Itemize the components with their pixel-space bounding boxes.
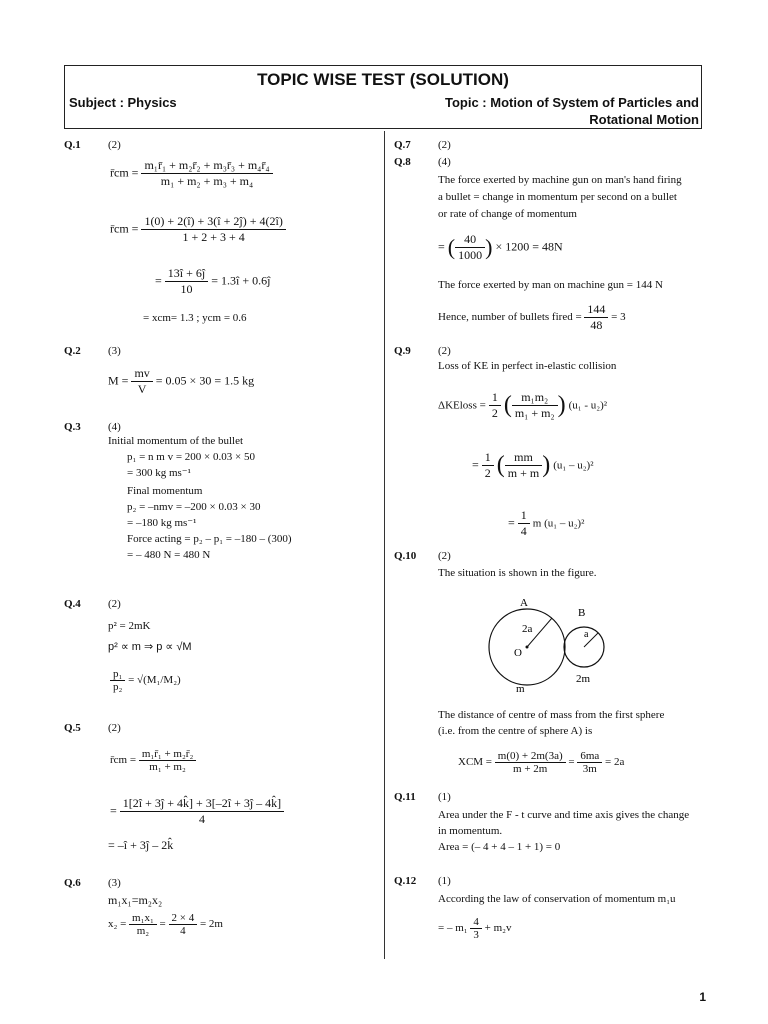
q9-eq2-b-num: mm bbox=[505, 450, 542, 466]
q10-number: Q.10 bbox=[394, 550, 417, 562]
label-o: O bbox=[514, 647, 522, 659]
q5-eq2 bbox=[110, 796, 284, 827]
q1-eq1-num: m₁r̄₁ + m₂r̄₂ + m₃r̄₃ + m₄r̄₄ bbox=[141, 158, 272, 174]
q9-eq1-rhs: (u₁ - u₂)² bbox=[568, 399, 608, 412]
q9-eq1-b-num: m₁m₂ bbox=[512, 390, 558, 406]
center-o-dot bbox=[526, 646, 529, 649]
q3-line: Force acting = p₂ – p₁ = –180 – (300) bbox=[127, 533, 292, 545]
label-b: B bbox=[578, 607, 586, 619]
q8-line: The force exerted by machine gun on man's hand firing bbox=[438, 174, 682, 186]
q5-number: Q.5 bbox=[64, 722, 81, 734]
q6-eq-mid-num: 2 × 4 bbox=[169, 912, 198, 925]
q10-eq-num: m(0) + 2m(3a) bbox=[495, 750, 566, 763]
q9-eq2-a-den: 2 bbox=[484, 466, 491, 480]
q5-eq2-den: 4 bbox=[198, 812, 205, 826]
q4-line1: p² = 2mK bbox=[108, 620, 151, 632]
q12-eq bbox=[438, 916, 511, 941]
q11-number: Q.11 bbox=[394, 791, 416, 803]
two-spheres-diagram bbox=[480, 592, 620, 697]
q5-eq1-den: m₁ + m₂ bbox=[149, 761, 186, 773]
q1-eq3-den: 10 bbox=[180, 282, 193, 296]
q1-eq3-rhs: = 1.3î + 0.6ĵ bbox=[211, 273, 271, 288]
q9-eq2-b-den: m + m bbox=[507, 466, 540, 480]
q2-eq-rhs: = 0.05 × 30 = 1.5 kg bbox=[155, 373, 255, 388]
q9-eq2-lhs: = bbox=[472, 457, 479, 472]
q5-answer: (2) bbox=[108, 722, 121, 734]
q4-eq bbox=[110, 668, 181, 693]
q4-number: Q.4 bbox=[64, 598, 81, 610]
header-box bbox=[64, 65, 702, 129]
q8-eq2-rhs: = 3 bbox=[611, 311, 626, 324]
q8-number: Q.8 bbox=[394, 156, 411, 168]
q8-eq-num: 40 bbox=[455, 232, 485, 248]
label-2m: 2m bbox=[576, 673, 591, 685]
q2-eq-den: V bbox=[137, 382, 147, 396]
q1-number: Q.1 bbox=[64, 139, 81, 151]
q8-eq2-lhs: Hence, number of bullets fired = bbox=[438, 311, 582, 324]
q7-number: Q.7 bbox=[394, 139, 411, 151]
q3-line: p₂ = –nmv = –200 × 0.03 × 30 bbox=[127, 501, 261, 513]
q8-eq2-num: 144 bbox=[584, 302, 608, 318]
q9-eq1-b-den: m₁ + m₂ bbox=[514, 406, 555, 420]
label-a-radius: a bbox=[584, 629, 589, 640]
q6-eq-rhs: = 2m bbox=[199, 918, 223, 931]
subject-label: Subject : Physics bbox=[69, 95, 177, 110]
q5-result: = –î + 3ĵ – 2k̂ bbox=[108, 838, 174, 852]
q2-eq-num: mv bbox=[131, 366, 152, 382]
q12-line1: According the law of conservation of momentum m₁u bbox=[438, 893, 676, 905]
q8-eq: = ( $\frac{40}{1000}$ ) × 1200 = 48N bbox=[438, 232, 563, 262]
q1-eq3-lhs: = bbox=[155, 273, 162, 288]
q8-eq-rhs: × 1200 = 48N bbox=[495, 239, 563, 254]
q3-line: p₁ = n m v = 200 × 0.03 × 50 bbox=[127, 451, 255, 463]
q8-eq-den: 1000 bbox=[458, 248, 483, 262]
q9-eq3 bbox=[508, 508, 584, 539]
q10-eq-den: m + 2m bbox=[513, 763, 548, 775]
q10-eq-mid-den: 3m bbox=[582, 763, 597, 775]
q1-eq2-lhs: r̄cm = bbox=[110, 221, 139, 236]
q9-eq1-lhs: ΔKEloss = bbox=[438, 399, 486, 412]
q2-eq-lhs: M = bbox=[108, 373, 129, 388]
q1-answer: (2) bbox=[108, 139, 121, 151]
q4-eq-num: p₁ bbox=[110, 668, 125, 681]
q9-number: Q.9 bbox=[394, 345, 411, 357]
q1-eq1-den: m₁ + m₂ + m₃ + m₄ bbox=[160, 174, 254, 188]
q10-line1: The situation is shown in the figure. bbox=[438, 567, 597, 579]
q4-line2: p² ∝ m ⇒ p ∝ √M bbox=[108, 641, 192, 653]
q9-eq3-num: 1 bbox=[518, 508, 530, 524]
q1-result: = xcm= 1.3 ; ycm = 0.6 bbox=[143, 312, 247, 324]
q8-answer: (4) bbox=[438, 156, 451, 168]
page-number: 1 bbox=[699, 990, 706, 1004]
q9-eq1-a-den: 2 bbox=[491, 406, 498, 420]
q8-eq2 bbox=[438, 302, 626, 333]
q5-eq2-lhs: = bbox=[110, 803, 117, 818]
q8-eq-lhs: = bbox=[438, 239, 445, 254]
q10-line3: (i.e. from the centre of sphere A) is bbox=[438, 725, 593, 737]
q11-answer: (1) bbox=[438, 791, 451, 803]
q8-line2: The force exerted by man on machine gun = 144 N bbox=[438, 279, 663, 291]
q1-eq2-den: 1 + 2 + 3 + 4 bbox=[182, 230, 245, 244]
label-m: m bbox=[516, 683, 525, 695]
q10-line2: The distance of centre of mass from the first sphere bbox=[438, 709, 665, 721]
q10-eq-lhs: XCM = bbox=[458, 756, 493, 769]
q5-eq1-lhs: r̄cm = bbox=[110, 754, 137, 767]
column-divider bbox=[384, 131, 385, 959]
q6-number: Q.6 bbox=[64, 877, 81, 889]
q12-eq-den: 3 bbox=[473, 929, 479, 941]
topic-label-line1: Topic : Motion of System of Particles and bbox=[444, 95, 699, 110]
q3-number: Q.3 bbox=[64, 421, 81, 433]
q2-number: Q.2 bbox=[64, 345, 81, 357]
q5-eq1-num: m₁r̄₁ + m₂r̄₂ bbox=[139, 748, 196, 761]
q6-eq-mid-den: 4 bbox=[180, 925, 186, 937]
q10-eq-rhs: = 2a bbox=[605, 756, 625, 769]
q2-eq bbox=[108, 366, 254, 397]
q12-number: Q.12 bbox=[394, 875, 417, 887]
q2-answer: (3) bbox=[108, 345, 121, 357]
q9-eq1-a-num: 1 bbox=[489, 390, 501, 406]
q6-eq-den: m₂ bbox=[136, 925, 150, 937]
q9-eq2: = $\frac{1}{2}$ ( $\frac{mm}{m + m}$ ) (u₁ – u₂)² bbox=[472, 450, 594, 480]
q1-eq2 bbox=[110, 214, 286, 245]
q6-eq: x₂ = $\frac{\text{m₁x₁}}{\text{m₂}}$ = $\frac{2 \times 4}{4}$ = 2m bbox=[108, 912, 223, 937]
q3-line: = – 480 N = 480 N bbox=[127, 549, 211, 561]
q10-answer: (2) bbox=[438, 550, 451, 562]
q3-line: Final momentum bbox=[127, 485, 203, 497]
q9-eq2-a-num: 1 bbox=[482, 450, 494, 466]
q10-eq: XCM = $\frac{m(0) + 2m(3a)}{m + 2m}$ = $\frac{6ma}{3m}$ = 2a bbox=[458, 750, 625, 775]
q8-line: a bullet = change in momentum per second on a bullet bbox=[438, 191, 677, 203]
topic-label-line2: Rotational Motion bbox=[589, 112, 699, 127]
label-2a: 2a bbox=[522, 623, 533, 635]
q1-eq1-lhs: r̄cm = bbox=[110, 165, 139, 180]
q11-line: Area under the F - t curve and time axis gives the change bbox=[438, 809, 690, 821]
q4-eq-rhs: = √(M₁/M₂) bbox=[128, 674, 181, 687]
label-a: A bbox=[520, 597, 528, 609]
q9-eq3-den: 4 bbox=[520, 524, 527, 538]
q7-answer: (2) bbox=[438, 139, 451, 151]
q9-line1: Loss of KE in perfect in-elastic collision bbox=[438, 360, 617, 372]
q9-eq2-rhs: (u₁ – u₂)² bbox=[553, 459, 594, 472]
q8-eq2-den: 48 bbox=[590, 318, 603, 332]
q12-eq-lhs: = – m₁ bbox=[438, 922, 468, 935]
q9-eq1: ΔKEloss = $\frac{1}{2}$ ( $\frac{\text{m₁m₂}}{\text{m₁ + m₂}}$ ) (u₁ - u₂)² bbox=[438, 390, 608, 420]
q4-answer: (2) bbox=[108, 598, 121, 610]
q5-eq2-num: 1[2î + 3ĵ + 4k̂] + 3[–2î + 3ĵ – 4k̂] bbox=[120, 796, 284, 812]
q3-answer: (4) bbox=[108, 421, 121, 433]
q5-eq1 bbox=[110, 748, 196, 773]
q6-eq-num: m₁x₁ bbox=[129, 912, 157, 925]
q9-answer: (2) bbox=[438, 345, 451, 357]
q8-line: or rate of change of momentum bbox=[438, 208, 577, 220]
q1-eq1 bbox=[110, 158, 273, 189]
q11-line: in momentum. bbox=[438, 825, 503, 837]
q6-line1: m₁x₁=m₂x₂ bbox=[108, 893, 163, 907]
q12-eq-num: 4 bbox=[470, 916, 482, 929]
q4-eq-den: p₂ bbox=[113, 681, 123, 693]
q6-eq-lhs: x₂ = bbox=[108, 918, 127, 931]
q9-eq3-lhs: = bbox=[508, 515, 515, 530]
q12-eq-rhs: + m₂v bbox=[484, 922, 512, 935]
q9-eq3-rhs: m (u₁ – u₂)² bbox=[532, 517, 585, 530]
page-title: TOPIC WISE TEST (SOLUTION) bbox=[257, 70, 509, 89]
q6-answer: (3) bbox=[108, 877, 121, 889]
q1-eq3 bbox=[155, 266, 270, 297]
q1-eq3-num: 13î + 6ĵ bbox=[165, 266, 208, 282]
q10-eq-mid-num: 6ma bbox=[577, 750, 602, 763]
q3-line: = 300 kg ms⁻¹ bbox=[127, 467, 191, 479]
q11-line: Area = (– 4 + 4 – 1 + 1) = 0 bbox=[438, 841, 561, 853]
q3-line: = –180 kg ms⁻¹ bbox=[127, 517, 197, 529]
q12-answer: (1) bbox=[438, 875, 451, 887]
q3-line: Initial momentum of the bullet bbox=[108, 435, 244, 447]
q1-eq2-num: 1(0) + 2(î) + 3(î + 2ĵ) + 4(2î) bbox=[141, 214, 285, 230]
